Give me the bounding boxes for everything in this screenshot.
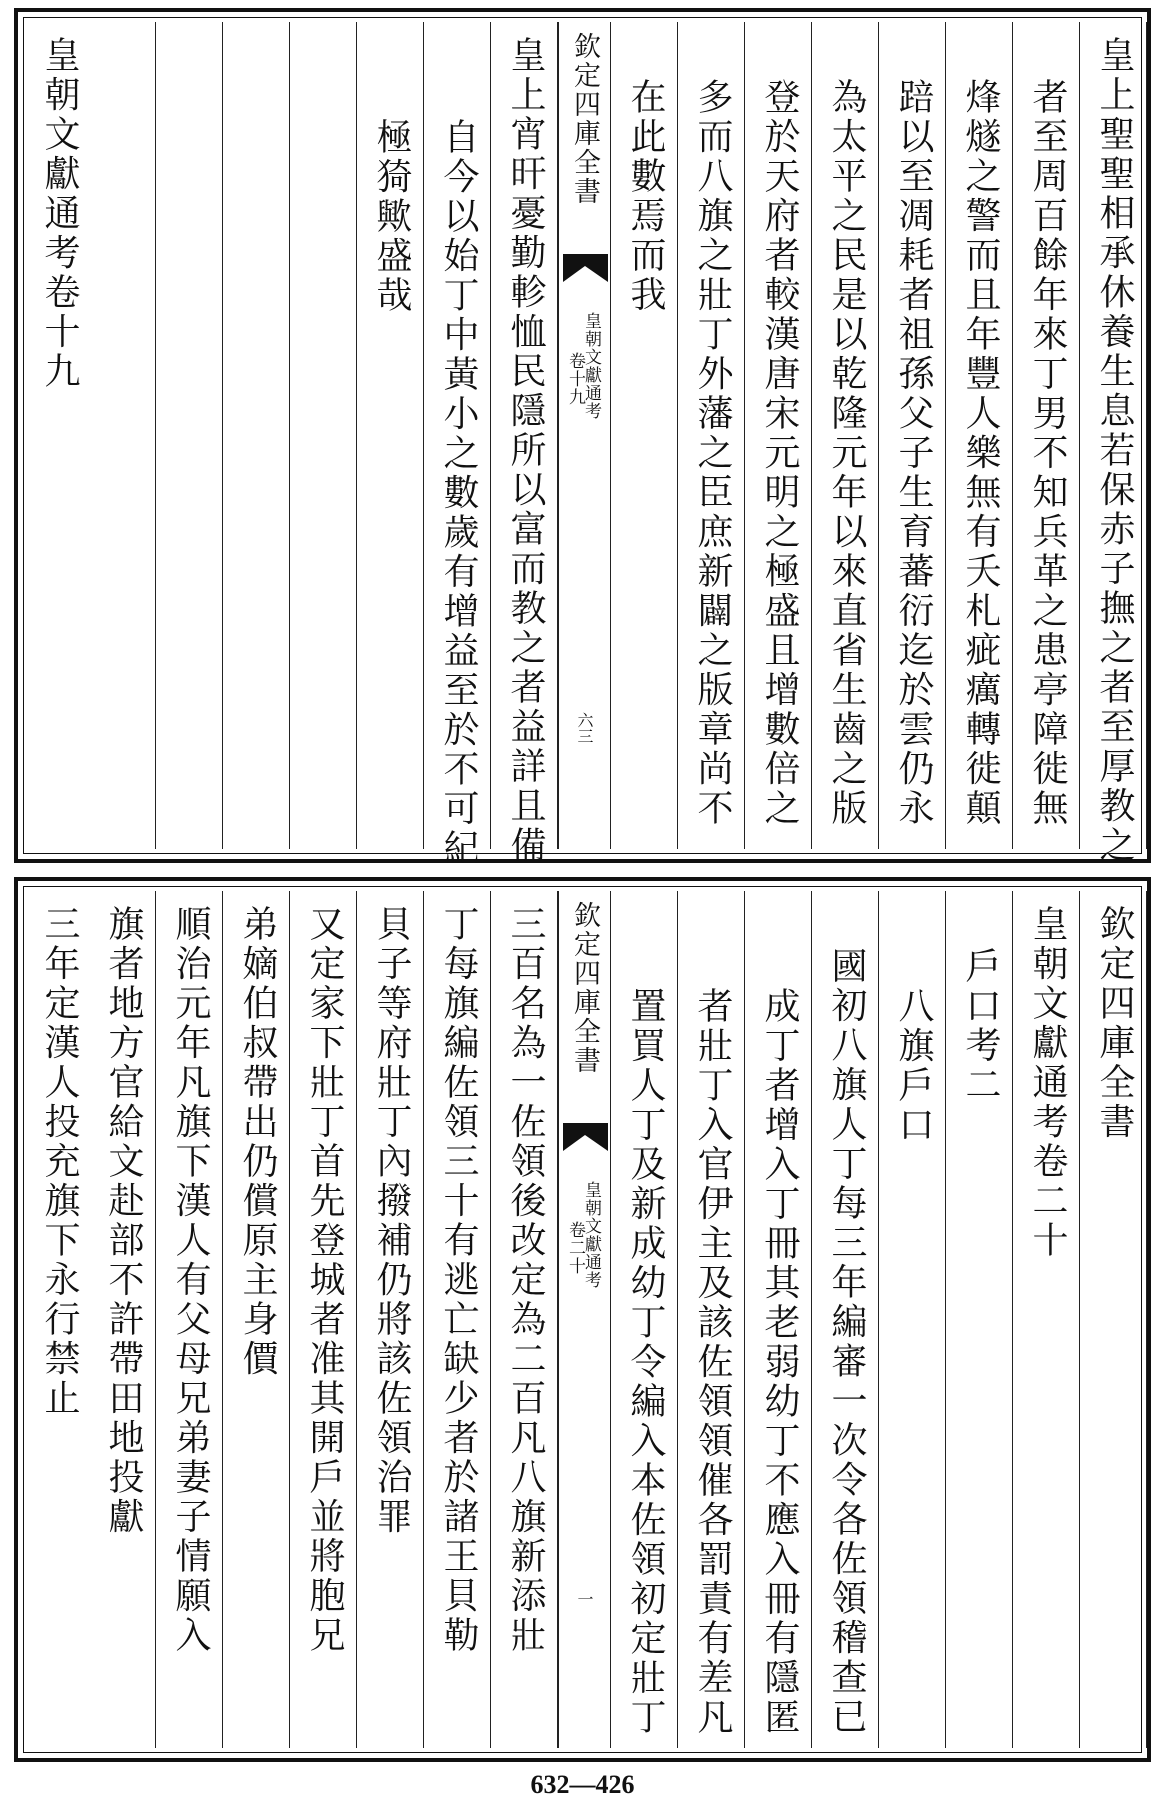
page-center-strip (558, 22, 611, 849)
text-column (290, 891, 357, 1748)
center-book-name: 皇朝文獻通考 (581, 1181, 601, 1289)
column-text: 八旗戶口 (893, 987, 934, 1145)
column-text: 順治元年凡旗下漢人有父母兄弟妻子情願入 (170, 905, 211, 1656)
center-title: 欽定四庫全書 (569, 901, 600, 1075)
text-column (1080, 891, 1147, 1748)
text-column (611, 22, 678, 849)
text-column (678, 891, 745, 1748)
column-text: 在此數焉而我 (625, 78, 666, 315)
center-title: 欽定四庫全書 (569, 32, 600, 206)
fishtail-mark (563, 254, 608, 282)
text-column (1080, 22, 1147, 866)
text-column (879, 22, 946, 849)
center-volume: 卷十九 (565, 352, 585, 406)
column-text: 成丁者增入丁冊其老弱幼丁不應入冊有隱匿 (759, 987, 800, 1738)
column-text: 皇朝文獻通考卷十九 (39, 36, 80, 392)
column-text: 皇上宵旰憂勤軫恤民隱所以富而教之者益詳且備 (505, 36, 546, 866)
text-column (28, 891, 89, 1748)
center-book-name: 皇朝文獻通考 (581, 312, 601, 420)
text-column (28, 22, 89, 849)
text-column (611, 891, 678, 1748)
text-column (946, 22, 1013, 849)
text-column (290, 22, 357, 849)
column-text: 又定家下壯丁首先登城者准其開戶並將胞兄 (304, 905, 345, 1656)
text-column (491, 891, 558, 1748)
text-column (223, 22, 290, 849)
column-text: 三年定漢人投充旗下永行禁止 (39, 905, 80, 1419)
text-column (491, 22, 558, 866)
text-column (812, 891, 879, 1748)
column-text: 登於天府者較漢唐宋元明之極盛且增數倍之 (759, 78, 800, 829)
page-number: 六三 (575, 712, 594, 744)
text-column (89, 891, 156, 1748)
text-column (678, 22, 745, 849)
column-text: 貝子等府壯丁內撥補仍將該佐領治罪 (371, 905, 412, 1537)
column-text: 戶口考二 (960, 947, 1001, 1105)
column-text: 國初八旗人丁每三年編審一次令各佐領稽查已 (826, 947, 867, 1737)
column-text: 自今以始丁中黃小之數歲有增益至於不可紀 (438, 118, 479, 869)
column-text: 三百名為一佐領後改定為二百凡八旗新添壯 (505, 905, 546, 1656)
text-column (1013, 22, 1080, 849)
fishtail-mark (563, 1123, 608, 1151)
text-column (879, 891, 946, 1748)
column-text: 欽定四庫全書 (1094, 905, 1135, 1142)
text-column (424, 891, 491, 1748)
text-column (812, 22, 879, 849)
column-text: 弟嫡伯叔帶出仍償原主身價 (237, 905, 278, 1379)
top-page (14, 8, 1151, 869)
column-text: 者至周百餘年來丁男不知兵革之患亭障徙無 (1027, 78, 1068, 829)
page-footer-number: 632—426 (530, 1770, 635, 1799)
column-text: 皇朝文獻通考卷二十 (1027, 905, 1068, 1261)
column-text: 多而八旗之壯丁外藩之臣庶新闢之版章尚不 (692, 78, 733, 829)
text-column (357, 22, 424, 849)
column-text: 極猗歟盛哉 (371, 118, 412, 316)
text-column (424, 22, 491, 869)
column-text: 旗者地方官給文赴部不許帶田地投獻 (103, 905, 144, 1537)
page-center-strip (558, 891, 611, 1748)
text-column (89, 22, 156, 849)
text-column (745, 22, 812, 849)
text-column (946, 891, 1013, 1748)
text-column (223, 891, 290, 1748)
column-text: 皇上聖聖相承休養生息若保赤子撫之者至厚教之 (1094, 36, 1135, 866)
column-text: 置買人丁及新成幼丁令編入本佐領初定壯丁 (625, 987, 666, 1738)
column-text: 烽燧之警而且年豐人樂無有夭札疵癘轉徙顛 (960, 78, 1001, 829)
center-volume: 卷二十 (565, 1221, 585, 1275)
column-text: 為太平之民是以乾隆元年以來直省生齒之版 (826, 78, 867, 829)
text-column (1013, 891, 1080, 1748)
text-column (357, 891, 424, 1748)
column-text: 踣以至凋耗者祖孫父子生育蕃衍迄於雲仍永 (893, 78, 934, 829)
column-text: 者壯丁入官伊主及該佐領領催各罰責有差凡 (692, 987, 733, 1738)
column-text: 丁每旗編佐領三十有逃亡缺少者於諸王貝勒 (438, 905, 479, 1656)
text-column (156, 22, 223, 849)
text-column (745, 891, 812, 1748)
page-number: 一 (575, 1591, 594, 1607)
bottom-page (14, 877, 1151, 1762)
text-column (156, 891, 223, 1748)
